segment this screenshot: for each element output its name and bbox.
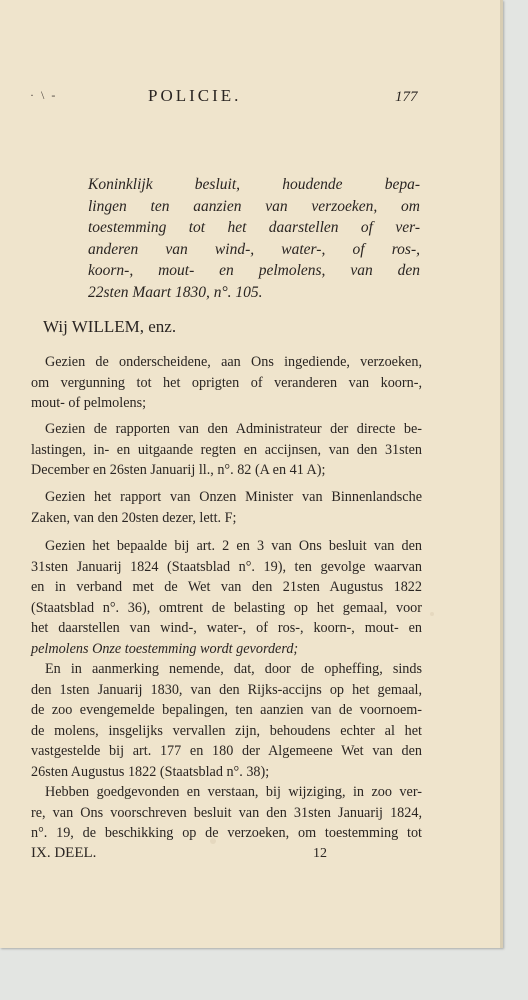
decree-title xyxy=(88,174,420,303)
decree-title-line: anderen van wind-, water-, of ros-, xyxy=(88,240,420,258)
paragraph-line: December en 26sten Januarij ll., n°. 82 (A en 41 A); xyxy=(31,462,326,479)
paragraph xyxy=(31,659,422,783)
paragraph xyxy=(31,536,422,660)
paragraph-line: Gezien het rapport van Onzen Minister van Binnenlandsche xyxy=(45,489,422,505)
paragraph-line: en in verband met de Wet van den 21sten Augustus 1822 xyxy=(31,579,422,596)
paragraph-line: om vergunning tot het oprigten of veranderen van koorn-, xyxy=(31,374,422,391)
paragraph-line: pelmolens Onze toestemming wordt gevorderd; xyxy=(31,640,299,657)
gathering-signature: 12 xyxy=(313,846,327,861)
paragraph-line: 31sten Januarij 1824 (Staatsblad n°. 19), ten gevolge waarvan xyxy=(31,558,422,575)
paragraph-line: (Staatsblad n°. 36), omtrent de belasting op het gemaal, voor xyxy=(31,599,422,616)
paragraph xyxy=(31,782,422,844)
paragraph-line: re, van Ons voorschreven besluit van den 31sten Januarij 1824, xyxy=(31,804,422,821)
salutation: Wij WILLEM, enz. xyxy=(43,317,177,336)
paragraph-line: mout- of pelmolens; xyxy=(31,395,147,412)
paragraph-line: vastgestelde bij art. 177 en 180 der Algemeene Wet van den xyxy=(31,743,422,760)
decree-title-line: lingen ten aanzien van verzoeken, om xyxy=(88,197,420,215)
paragraph-line: Gezien het bepaalde bij art. 2 en 3 van Ons besluit van den xyxy=(45,538,422,554)
decree-title-line: koorn-, mout- en pelmolens, van den xyxy=(88,262,420,279)
paragraph-line: En in aanmerking nemende, dat, door de opheffing, sinds xyxy=(45,661,422,677)
paragraph-line: de molens, insgelijks vervallen zijn, behoudens echter al het xyxy=(31,722,422,739)
paragraph-line: den 1sten Januarij 1830, van den Rijks-accijns op het gemaal, xyxy=(31,681,422,698)
header-marks: · \ - xyxy=(30,88,58,102)
paragraph-line: 26sten Augustus 1822 (Staatsblad n°. 38); xyxy=(31,763,270,780)
paragraph-line: n°. 19, de beschikking op de verzoeken, om toestemming tot xyxy=(31,825,422,842)
decree-title-line: 22sten Maart 1830, n°. 105. xyxy=(88,283,263,301)
page-edge xyxy=(500,0,503,948)
paragraph-line: Gezien de onderscheidene, aan Ons ingediende, verzoeken, xyxy=(45,354,422,370)
paragraph xyxy=(31,487,422,528)
decree-title-line: toestemming tot het daarstellen of ver- xyxy=(88,219,420,236)
page-number: 177 xyxy=(395,89,418,105)
paper-stain xyxy=(430,612,434,616)
paragraph xyxy=(31,352,422,414)
paragraph xyxy=(31,419,422,481)
decree-title-line: Koninklijk besluit, houdende bepa- xyxy=(88,176,420,193)
running-head: POLICIE. xyxy=(148,86,242,105)
paragraph-line: lastingen, in- en uitgaande regten en accijnsen, van den 31sten xyxy=(31,441,422,458)
paragraph-line: de zoo evengemelde bepalingen, ten aanzien van de voornoem- xyxy=(31,702,422,719)
paragraph-line: het daarstellen van wind-, water-, of ros-, koorn-, mout- en xyxy=(31,620,422,637)
volume-signature: IX. DEEL. xyxy=(31,845,97,861)
paragraph-line: Gezien de rapporten van den Administrateur der directe be- xyxy=(45,421,422,437)
paragraph-line: Hebben goedgevonden en verstaan, bij wijziging, in zoo ver- xyxy=(45,784,422,800)
paragraph-line: Zaken, van den 20sten dezer, lett. F; xyxy=(31,509,237,526)
